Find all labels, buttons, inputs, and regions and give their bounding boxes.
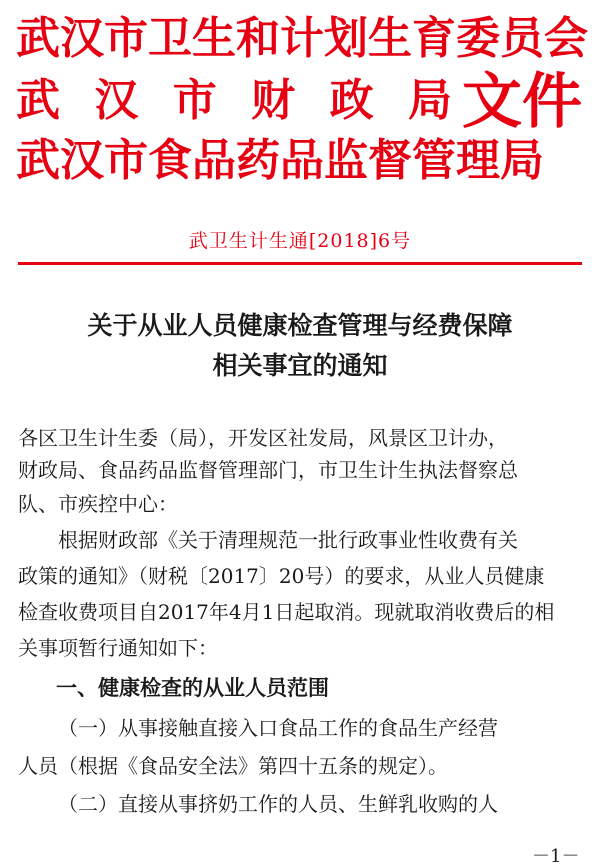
issuing-org-finance-bureau (16, 64, 452, 128)
paragraph-line: 政策的通知》（财税〔2017〕20号）的要求，从业人员健康 (18, 564, 545, 588)
document-number: 武卫生计生通[2018]6号 (188, 230, 412, 252)
issuing-org-health-commission: 武汉市卫生和计划生育委员会 (16, 13, 588, 64)
document-title-line2: 相关事宜的通知 (212, 351, 388, 380)
issuing-org-food-drug-bureau: 武汉市食品药品监督管理局 (16, 135, 544, 186)
org2-char: 武 (16, 75, 60, 126)
paragraph-line: 根据财政部《关于清理规范一批行政事业性收费有关 (58, 528, 518, 552)
document-title-line1: 关于从业人员健康检查管理与经费保障 (87, 311, 513, 340)
paragraph-line: 人员（根据《食品安全法》第四十五条的规定）。 (18, 754, 448, 778)
page-number: －1－ (532, 846, 580, 867)
org2-char: 财 (251, 75, 296, 126)
addressee-line: 队、市疾控中心： (18, 492, 178, 516)
org2-char: 汉 (94, 75, 139, 126)
red-divider-line (18, 262, 582, 265)
paragraph-line: 检查收费项目自2017年4月1日起取消。现就取消收费后的相 (18, 600, 555, 624)
addressee-line: 财政局、食品药品监督管理部门，市卫生计生执法督察总 (18, 458, 518, 482)
document-suffix: 文件 (462, 67, 582, 137)
org2-char: 市 (172, 75, 217, 126)
addressee-line: 各区卫生计生委（局），开发区社发局，风景区卫计办， (18, 426, 508, 450)
section-heading: 一、健康检查的从业人员范围 (56, 676, 329, 700)
paragraph-line: 关事项暂行通知如下： (18, 636, 218, 660)
paragraph-line: （一）从事接触直接入口食品工作的食品生产经营 (58, 716, 498, 740)
org2-char: 局 (407, 75, 452, 126)
paragraph-line: （二）直接从事挤奶工作的人员、生鲜乳收购的人 (58, 792, 498, 816)
org2-char: 政 (329, 75, 374, 126)
